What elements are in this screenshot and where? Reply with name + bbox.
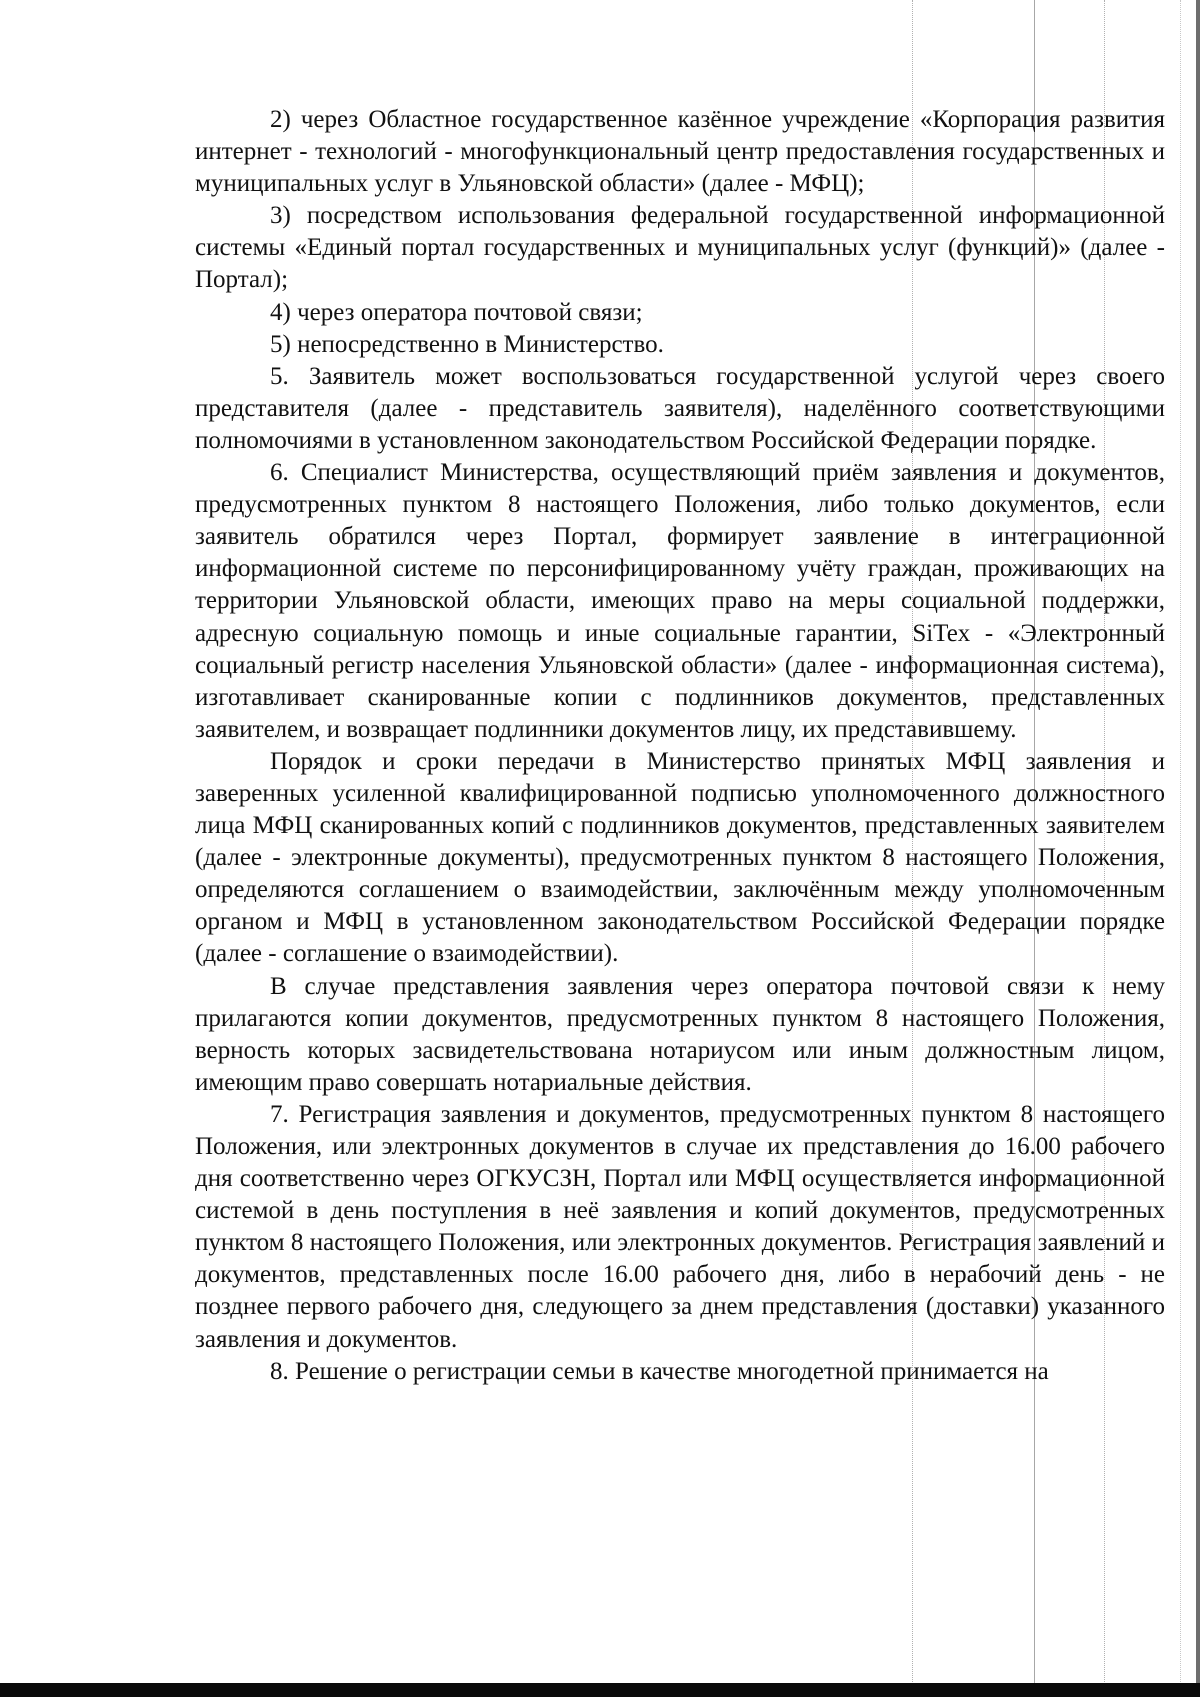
paragraph-item-5: 5) непосредственно в Министерство. [270, 330, 664, 358]
paragraph-clause-6: 6. Специалист Министерства, осуществляющий приём заявления и документов, предусмотренных пунктом 8 настоящего Положения, либо только документов, если заявитель обратился через Портал, формирует заявление в интеграционной информационной системе по персонифицированному учёту граждан, проживающих на территории Ульяновской области, имеющих право на меры социальной поддержки, адресную социальную помощь и иные социальные гарантии, SiTex - «Электронный социальный регистр населения Ульяновской области» (далее - информационная система), изготавливает сканированные копии с подлинников документов, представленных заявителем, и возвращает подлинники документов лицу, их представившему. [195, 459, 1165, 743]
scan-bottom-edge [0, 1683, 1200, 1697]
paragraph-mfc-procedure: Порядок и сроки передачи в Министерство принятых МФЦ заявления и заверенных усиленной квалифицированной подписью уполномоченного должностного лица МФЦ сканированных копий с подлинников документов, представленных заявителем (далее - электронные документы), предусмотренных пунктом 8 настоящего Положения, определяются соглашением о взаимодействии, заключённым между уполномоченным органом и МФЦ в установленном законодательством Российской Федерации порядке (далее - соглашение о взаимодействии). [195, 747, 1165, 968]
paragraph-item-4: 4) через оператора почтовой связи; [270, 298, 643, 326]
paragraph-item-2: 2) через Областное государственное казённое учреждение «Корпорация развития интернет - технологий - многофункциональный центр предоставления государственных и муниципальных услуг в Ульяновской области» (далее - МФЦ); [195, 106, 1165, 198]
scan-right-edge [1196, 0, 1200, 1697]
document-body [195, 104, 1165, 1388]
paragraph-postal: В случае представления заявления через оператора почтовой связи к нему прилагаются копии документов, предусмотренных пунктом 8 настоящего Положения, верность которых засвидетельствована нотариусом или иным должностным лицом, имеющим право совершать нотариальные действия. [195, 972, 1165, 1096]
paragraph-clause-5: 5. Заявитель может воспользоваться государственной услугой через своего представителя (далее - представитель заявителя), наделённого соответствующими полномочиями в установленном законодательством Российской Федерации порядке. [195, 362, 1165, 454]
paragraph-clause-7: 7. Регистрация заявления и документов, предусмотренных пунктом 8 настоящего Положения, или электронных документов в случае их представления до 16.00 рабочего дня соответственно через ОГКУСЗН, Портал или МФЦ осуществляется информационной системой в день поступления в неё заявления и копий документов, предусмотренных пунктом 8 настоящего Положения, или электронных документов. Регистрация заявлений и документов, представленных после 16.00 рабочего дня, либо в нерабочий день - не позднее первого рабочего дня, следующего за днем представления (доставки) указанного заявления и документов. [195, 1100, 1165, 1353]
scan-artifact-line [1180, 0, 1181, 1684]
paragraph-clause-8: 8. Решение о регистрации семьи в качестве многодетной принимается на [270, 1357, 1049, 1385]
paragraph-item-3: 3) посредством использования федеральной государственной информационной системы «Единый портал государственных и муниципальных услуг (функций)» (далее - Портал); [195, 202, 1165, 294]
